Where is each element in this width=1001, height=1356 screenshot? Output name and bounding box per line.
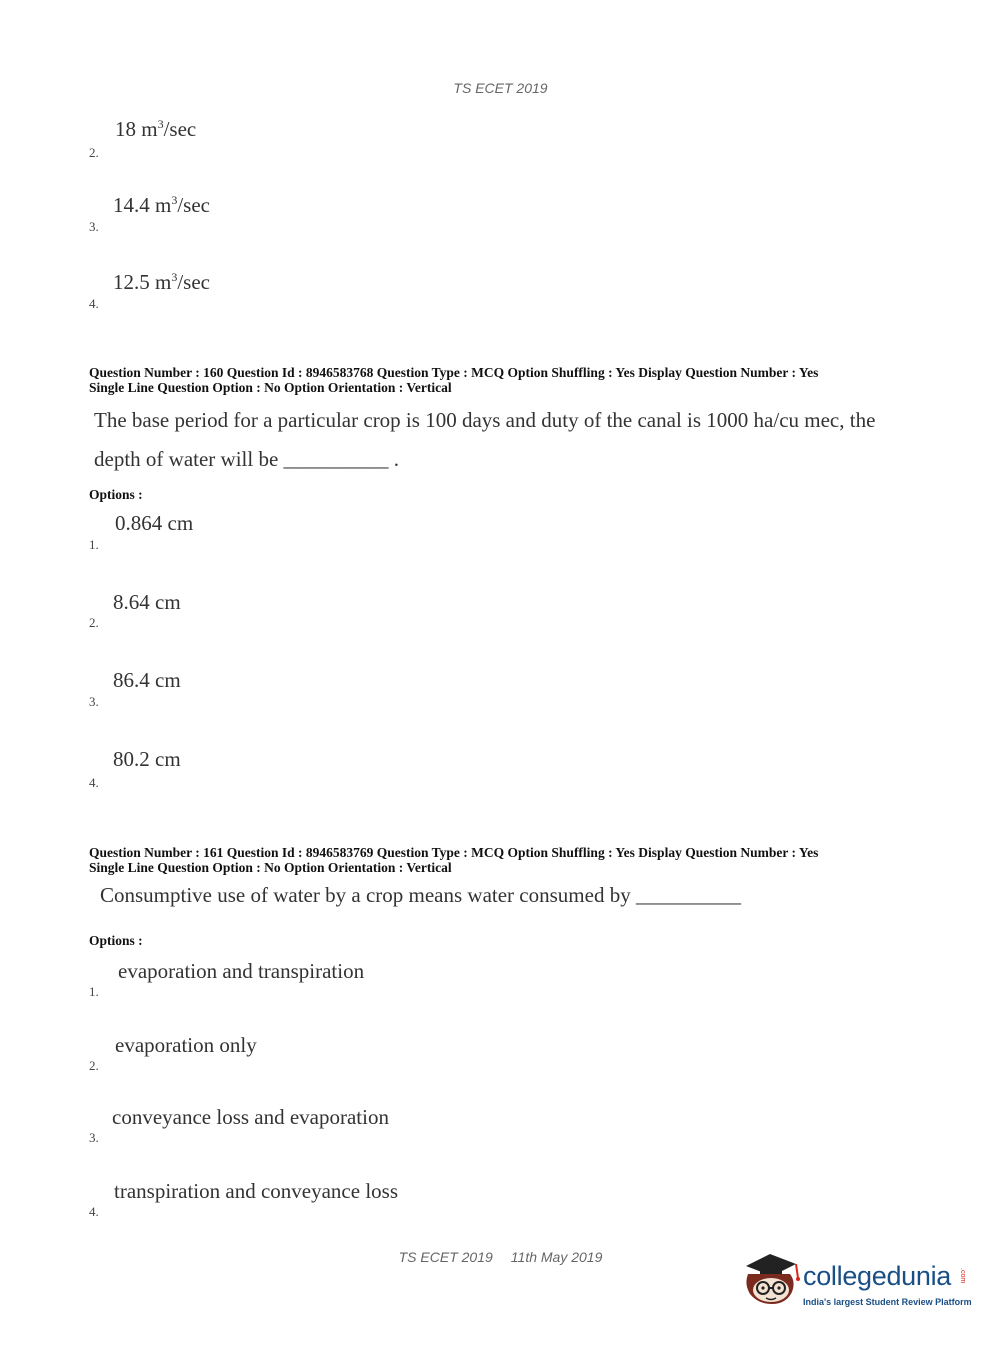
option-text: 14.4 $m^3/\sec$ [113, 193, 210, 217]
option-number: 1. [89, 537, 99, 552]
option-text: 80.2 cm [113, 747, 181, 771]
option-text: evaporation only [115, 1033, 257, 1057]
option-text: evaporation and transpiration [118, 959, 365, 983]
option-number: 2. [89, 1058, 99, 1073]
logo-wordmark: collegedunia [803, 1261, 952, 1291]
option-text: 0.864 cm [115, 511, 194, 535]
option-text: 86.4 cm [113, 668, 181, 692]
option-text: 18 $m^3/\sec$ [115, 117, 197, 141]
option-number: 3. [89, 1130, 99, 1145]
question-meta-line1: Question Number : 160 Question Id : 8946583768 Question Type : MCQ Option Shuffling : Yes Display Question Number : Yes [89, 365, 819, 380]
question-meta-line2: Single Line Question Option : No Option Orientation : Vertical [89, 860, 452, 875]
logo-suffix: .com [959, 1268, 966, 1284]
option-number: 3. [89, 219, 99, 234]
logo-tagline: India's largest Student Review Platform [803, 1297, 972, 1307]
question-text: The base period for a particular crop is 100 days and duty of the canal is 1000 ha/cu mec, the [94, 408, 876, 432]
option-number: 1. [89, 984, 99, 999]
option-number: 2. [89, 615, 99, 630]
option-text: 8.64 cm [113, 590, 181, 614]
question-text: depth of water will be __________ . [94, 447, 400, 471]
question-text: Consumptive use of water by a crop means water consumed by __________ [100, 883, 741, 907]
options-label: Options : [89, 487, 143, 502]
footer-date: 11th May 2019 [510, 1249, 603, 1265]
question-meta-line1: Question Number : 161 Question Id : 8946583769 Question Type : MCQ Option Shuffling : Yes Display Question Number : Yes [89, 845, 819, 860]
option-number: 4. [89, 1204, 99, 1219]
footer-exam: TS ECET 2019 [398, 1249, 493, 1265]
option-text: 12.5 $m^3/\sec$ [113, 270, 210, 294]
option-text: transpiration and conveyance loss [114, 1179, 398, 1203]
option-number: 3. [89, 694, 99, 709]
option-number: 4. [89, 775, 99, 790]
question-meta-line2: Single Line Question Option : No Option Orientation : Vertical [89, 380, 452, 395]
page-header: TS ECET 2019 [453, 80, 548, 96]
question-meta [89, 845, 949, 875]
options-label: Options : [89, 933, 143, 948]
question-meta [89, 365, 949, 395]
option-text: conveyance loss and evaporation [112, 1105, 389, 1129]
option-number: 4. [89, 296, 99, 311]
option-number: 2. [89, 145, 99, 160]
collegedunia-mascot-icon [740, 1248, 802, 1314]
